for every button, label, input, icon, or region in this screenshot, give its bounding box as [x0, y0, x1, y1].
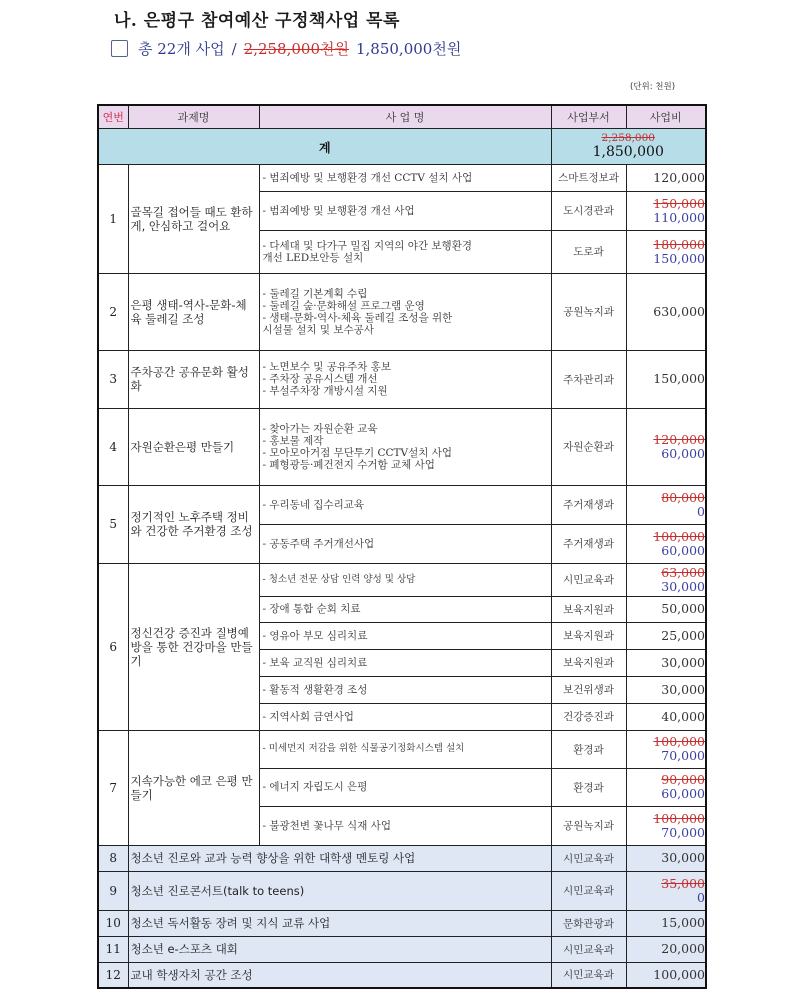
- project-name: [259, 622, 551, 649]
- total-label: 계: [318, 140, 331, 155]
- budget-cell: [626, 596, 706, 622]
- project-line: - 불광천변 꽃나무 식재 사업: [262, 819, 391, 832]
- budget-revised-amount: 150,000: [653, 250, 705, 266]
- task-name: 골목길 접어들 때도 환하게, 안심하고 걸어요: [128, 164, 259, 273]
- summary-separator: /: [231, 39, 237, 58]
- task-name: 교내 학생자치 공간 조성: [128, 962, 551, 988]
- task-name: 청소년 진로콘서트(talk to teens): [128, 871, 551, 910]
- row-number: 5: [98, 485, 128, 563]
- project-line: - 우리동네 집수리교육: [262, 498, 365, 511]
- department: 문화관광과: [551, 910, 626, 936]
- table-row: [98, 871, 706, 910]
- department: 시민교육과: [551, 962, 626, 988]
- project-line: - 폐형광등·폐건전지 수거함 교체 사업: [262, 458, 435, 471]
- table-row: [98, 730, 706, 768]
- project-name: [259, 806, 551, 845]
- checkbox-empty-icon[interactable]: [111, 40, 128, 57]
- project-count: 총 22개 사업: [138, 40, 225, 58]
- old-total-amount: 2,258,000천원: [243, 40, 349, 58]
- budget-cell: [626, 191, 706, 230]
- department: 환경과: [551, 768, 626, 806]
- project-name: [259, 230, 551, 273]
- budget-revised-amount: 30,000: [661, 578, 705, 594]
- department: 주차관리과: [551, 350, 626, 408]
- department: 주거재생과: [551, 524, 626, 563]
- budget-original-amount: 180,000: [653, 236, 705, 252]
- table-row: [98, 910, 706, 936]
- project-table: [97, 104, 707, 989]
- project-name: [259, 485, 551, 524]
- budget-revised-amount: 0: [697, 889, 705, 905]
- total-new-amount: 1,850,000: [592, 143, 664, 160]
- row-number: 7: [98, 730, 128, 845]
- department: 도시경관과: [551, 191, 626, 230]
- project-line: - 다세대 및 다가구 밀집 지역의 야간 보행환경: [262, 239, 472, 252]
- department: 건강증진과: [551, 703, 626, 730]
- project-name: [259, 649, 551, 676]
- project-line: - 공동주택 주거개선사업: [262, 537, 375, 550]
- project-line: - 모아모아거점 무단투기 CCTV설치 사업: [262, 446, 453, 459]
- project-name: [259, 563, 551, 596]
- task-name: 청소년 e-스포츠 대회: [128, 936, 551, 962]
- project-name: [259, 703, 551, 730]
- budget-amount: 20,000: [661, 941, 705, 956]
- budget-amount: 15,000: [661, 915, 705, 930]
- project-line: - 노면보수 및 공유주차 홍보: [262, 361, 391, 373]
- budget-original-amount: 150,000: [653, 195, 705, 211]
- task-name: 은평 생태-역사-문화-체육 둘레길 조성: [128, 273, 259, 350]
- project-name: [259, 730, 551, 768]
- table-row: [98, 485, 706, 524]
- budget-amount: 40,000: [661, 708, 705, 724]
- project-name: [259, 524, 551, 563]
- header-budget: 사업비: [626, 105, 706, 128]
- budget-cell: [626, 910, 706, 936]
- budget-summary: [111, 38, 461, 59]
- row-number: 6: [98, 563, 128, 730]
- budget-cell: [626, 676, 706, 703]
- department: 보육지원과: [551, 649, 626, 676]
- project-name: [259, 768, 551, 806]
- budget-cell: [626, 936, 706, 962]
- row-number: 12: [98, 962, 128, 988]
- project-line: - 둘레길 기본계획 수립: [262, 287, 368, 300]
- table-row: [98, 845, 706, 871]
- project-name: [259, 408, 551, 485]
- budget-cell: [626, 273, 706, 350]
- budget-revised-amount: 70,000: [661, 748, 705, 763]
- project-line: - 범죄예방 및 보행환경 개선 CCTV 설치 사업: [262, 171, 473, 184]
- project-line: - 영유아 부모 심리치료: [262, 629, 368, 642]
- budget-revised-amount: 60,000: [661, 445, 705, 461]
- department: 주거재생과: [551, 485, 626, 524]
- project-line: 시설물 설치 및 보수공사: [262, 323, 374, 336]
- budget-cell: [626, 845, 706, 871]
- project-line: - 범죄예방 및 보행환경 개선 사업: [262, 204, 415, 217]
- task-name: 주차공간 공유문화 활성화: [128, 350, 259, 408]
- budget-original-amount: 90,000: [661, 772, 705, 787]
- table-row: [98, 164, 706, 191]
- task-name: 자원순환은평 만들기: [128, 408, 259, 485]
- table-row: [98, 350, 706, 408]
- table-row: [98, 563, 706, 596]
- table-row: [98, 408, 706, 485]
- row-number: 11: [98, 936, 128, 962]
- project-name: [259, 350, 551, 408]
- budget-original-amount: 120,000: [653, 431, 705, 447]
- budget-amount: 100,000: [653, 966, 705, 982]
- row-number: 8: [98, 845, 128, 871]
- department: 보육지원과: [551, 622, 626, 649]
- budget-amount: 50,000: [661, 601, 705, 616]
- department: 자원순환과: [551, 408, 626, 485]
- budget-cell: [626, 622, 706, 649]
- budget-amount: 30,000: [661, 850, 705, 865]
- budget-revised-amount: 60,000: [661, 542, 705, 558]
- row-number: 10: [98, 910, 128, 936]
- budget-cell: [626, 164, 706, 191]
- unit-note: (단위: 천원): [630, 82, 676, 92]
- header-project: 사 업 명: [259, 105, 551, 128]
- budget-cell: [626, 871, 706, 910]
- header-no: 연번: [98, 105, 128, 128]
- budget-cell: [626, 408, 706, 485]
- project-name: [259, 676, 551, 703]
- budget-cell: [626, 485, 706, 524]
- budget-cell: [626, 563, 706, 596]
- header-dept: 사업부서: [551, 105, 626, 128]
- project-line: - 미세먼지 저감을 위한 식물공기정화시스템 설치: [262, 743, 465, 754]
- task-name: 지속가능한 에코 은평 만들기: [128, 730, 259, 845]
- budget-cell: [626, 230, 706, 273]
- department: 보육지원과: [551, 596, 626, 622]
- budget-original-amount: 63,000: [661, 564, 705, 580]
- project-line: - 에너지 자립도시 은평: [262, 781, 368, 793]
- department: 시민교육과: [551, 871, 626, 910]
- row-number: 4: [98, 408, 128, 485]
- project-line: - 주차장 공유시스템 개선: [262, 373, 378, 385]
- budget-original-amount: 100,000: [653, 810, 705, 826]
- page-title: 나. 은평구 참여예산 구정책사업 목록: [114, 11, 400, 31]
- header-task: 과제명: [128, 105, 259, 128]
- total-amount-cell: [551, 128, 706, 164]
- department: 환경과: [551, 730, 626, 768]
- task-name: 청소년 독서활동 장려 및 지식 교류 사업: [128, 910, 551, 936]
- budget-cell: [626, 703, 706, 730]
- row-number: 1: [98, 164, 128, 273]
- project-name: [259, 273, 551, 350]
- table-header-row: [98, 105, 706, 128]
- row-number: 9: [98, 871, 128, 910]
- project-line: - 청소년 전문 상담 인력 양성 및 상담: [262, 573, 416, 585]
- department: 공원녹지과: [551, 273, 626, 350]
- budget-amount: 25,000: [661, 627, 705, 643]
- budget-amount: 150,000: [653, 371, 705, 386]
- project-line: - 홍보물 제작: [262, 434, 324, 447]
- task-name: 정기적인 노후주택 정비와 건강한 주거환경 조성: [128, 485, 259, 563]
- project-line: - 장애 통합 순회 치료: [262, 603, 361, 615]
- project-line: - 보육 교직원 심리치료: [262, 656, 368, 669]
- project-name: [259, 164, 551, 191]
- department: 시민교육과: [551, 936, 626, 962]
- department: 시민교육과: [551, 845, 626, 871]
- project-line: - 찾아가는 자원순환 교육: [262, 422, 378, 435]
- budget-amount: 630,000: [653, 303, 705, 319]
- total-label-cell: [98, 128, 551, 164]
- budget-original-amount: 100,000: [653, 734, 705, 749]
- task-name: 정신건강 증진과 질병예방을 통한 건강마을 만들기: [128, 563, 259, 730]
- budget-amount: 30,000: [661, 654, 705, 670]
- total-old-amount: 2,258,000: [601, 131, 655, 144]
- budget-revised-amount: 70,000: [661, 824, 705, 840]
- budget-revised-amount: 0: [697, 503, 705, 519]
- budget-cell: [626, 649, 706, 676]
- budget-original-amount: 80,000: [661, 489, 705, 505]
- department: 보건위생과: [551, 676, 626, 703]
- project-line: 개선 LED보안등 설치: [262, 251, 364, 264]
- department: 공원녹지과: [551, 806, 626, 845]
- budget-amount: 30,000: [661, 681, 705, 697]
- table-row: [98, 936, 706, 962]
- project-line: - 부설주차장 개방시설 지원: [262, 385, 388, 397]
- department: 도로과: [551, 230, 626, 273]
- budget-revised-amount: 110,000: [653, 209, 705, 225]
- budget-cell: [626, 350, 706, 408]
- table-row: [98, 962, 706, 988]
- row-number: 3: [98, 350, 128, 408]
- budget-original-amount: 35,000: [661, 875, 705, 891]
- budget-revised-amount: 60,000: [661, 786, 705, 801]
- budget-original-amount: 100,000: [653, 528, 705, 544]
- project-line: - 생태-문화-역사-체육 둘레길 조성을 위한: [262, 311, 453, 324]
- row-number: 2: [98, 273, 128, 350]
- project-line: - 지역사회 금연사업: [262, 710, 354, 723]
- task-name: 청소년 진로와 교과 능력 향상을 위한 대학생 멘토링 사업: [128, 845, 551, 871]
- department: 시민교육과: [551, 563, 626, 596]
- new-total-amount: 1,850,000천원: [355, 40, 462, 58]
- budget-amount: 120,000: [653, 169, 705, 185]
- budget-cell: [626, 962, 706, 988]
- project-line: - 둘레길 숲·문화해설 프로그램 운영: [262, 299, 425, 312]
- budget-cell: [626, 524, 706, 563]
- department: 스마트정보과: [551, 164, 626, 191]
- project-line: - 활동적 생활환경 조성: [262, 683, 368, 696]
- budget-cell: [626, 768, 706, 806]
- project-name: [259, 596, 551, 622]
- budget-cell: [626, 806, 706, 845]
- total-row: [98, 128, 706, 164]
- budget-cell: [626, 730, 706, 768]
- project-name: [259, 191, 551, 230]
- table-row: [98, 273, 706, 350]
